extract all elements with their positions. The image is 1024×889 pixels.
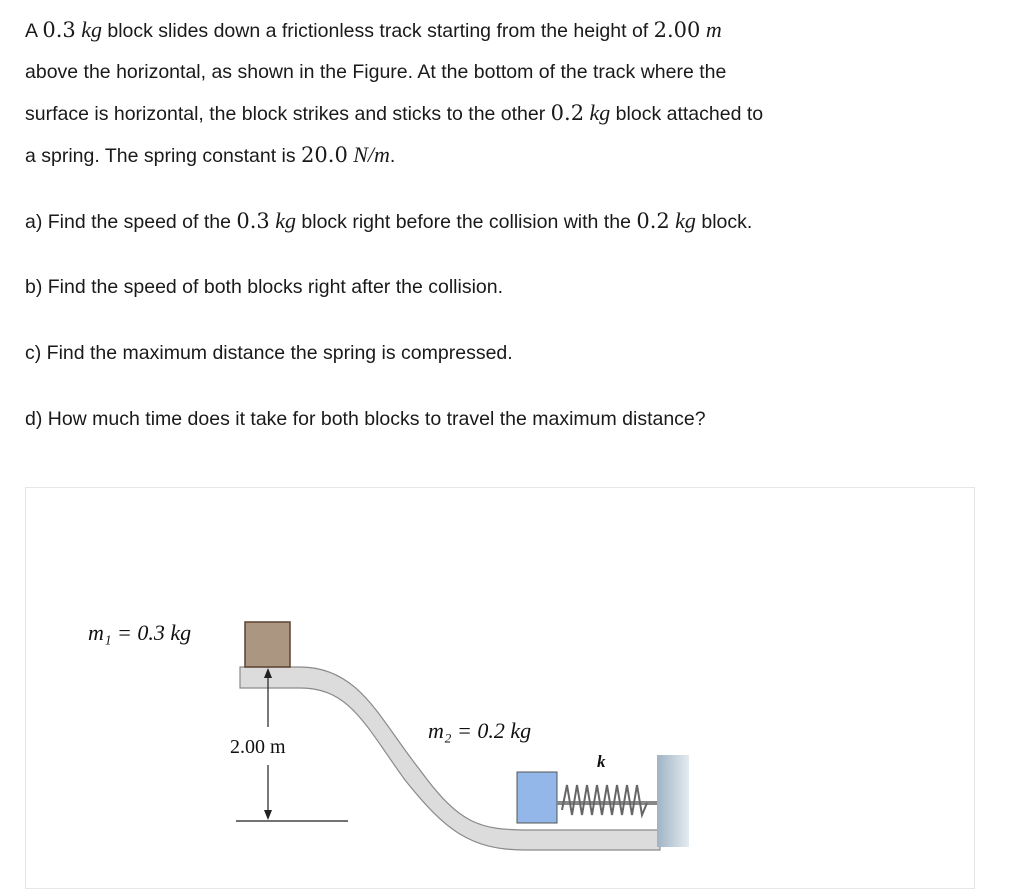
math: 0.3	[42, 18, 76, 42]
math: kg	[675, 208, 696, 233]
text: a spring. The spring constant is	[25, 145, 302, 167]
block-m2	[517, 772, 557, 823]
question-c: c) Find the maximum distance the spring is compressed.	[25, 342, 513, 364]
block-m1	[245, 622, 290, 667]
math: 0.2	[636, 209, 670, 233]
text: A	[25, 20, 43, 42]
spring-label: k	[597, 752, 606, 771]
text: block right before the collision with the	[295, 211, 637, 233]
math: m	[705, 17, 722, 42]
math: 2.00	[653, 18, 701, 42]
math: kg	[81, 17, 102, 42]
text: a) Find the speed of the	[25, 211, 237, 233]
height-label: 2.00 m	[230, 736, 286, 758]
intro-line-2: above the horizontal, as shown in the Figure. At the bottom of the track where the	[25, 61, 727, 83]
math: 0.3	[236, 209, 270, 233]
math: kg	[589, 100, 611, 125]
text: block.	[695, 211, 753, 233]
m1-label: m₁ = 0.3 kg	[88, 620, 192, 645]
text: block attached to	[610, 103, 764, 125]
text: surface is horizontal, the block strikes and sticks to the other	[25, 103, 551, 125]
math: kg	[275, 208, 296, 233]
math: 0.2	[550, 101, 585, 125]
spring	[562, 785, 647, 815]
question-d: d) How much time does it take for both blocks to travel the maximum distance?	[25, 408, 706, 430]
math: N/m	[353, 142, 390, 167]
wall	[657, 755, 689, 847]
question-b: b) Find the speed of both blocks right after the collision.	[25, 276, 504, 298]
text: block slides down a frictionless track starting from the height of	[101, 20, 654, 42]
math: 20.0	[301, 143, 348, 167]
m2-label: m₂ = 0.2 kg	[428, 718, 532, 743]
text: .	[389, 145, 396, 167]
